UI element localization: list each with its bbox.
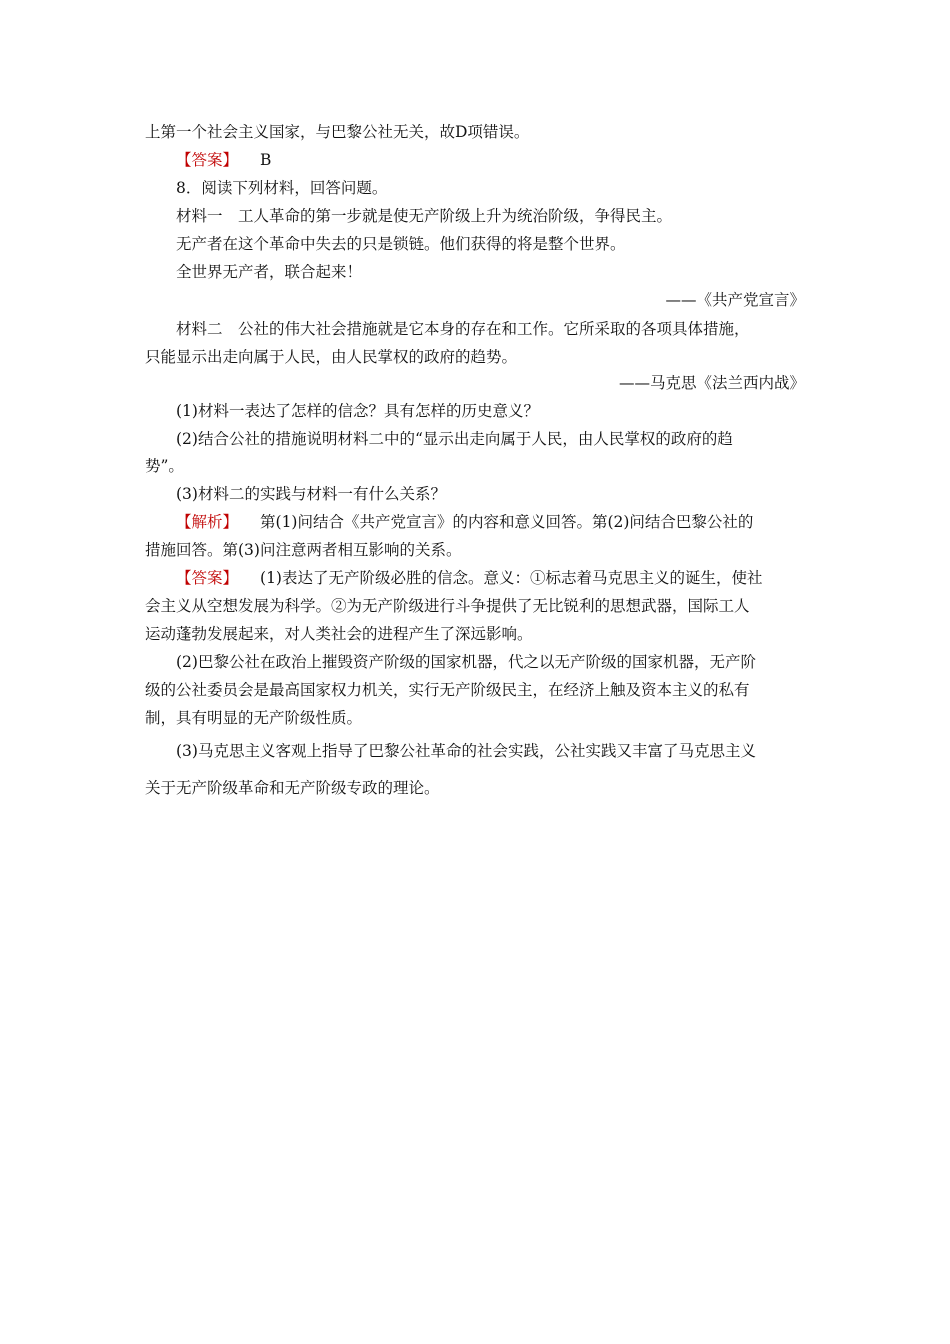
sub-question-3: (3)材料二的实践与材料一有什么关系？ — [176, 485, 446, 503]
answer-part-2-cont: 制，具有明显的无产阶级性质。 — [145, 709, 363, 727]
material-one-source: ——《共产党宣言》 — [665, 291, 805, 309]
answer-text: (1)表达了无产阶级必胜的信念。意义：①标志着马克思主义的诞生，使社 — [260, 569, 763, 587]
answer-tag: 【答案】 — [176, 569, 239, 587]
answer-part-3: (3)马克思主义客观上指导了巴黎公社革命的社会实践，公社实践又丰富了马克思主义 — [176, 742, 756, 760]
sub-question-2: (2)结合公社的措施说明材料二中的“显示出走向属于人民，由人民掌权的政府的趋 — [176, 430, 733, 448]
answer-line-q8 — [176, 567, 805, 589]
answer-value: B — [260, 151, 272, 169]
analysis-tag: 【解析】 — [176, 513, 239, 531]
answer-cont: 运动蓬勃发展起来，对人类社会的进程产生了深远影响。 — [145, 625, 533, 643]
sub-question-2-cont: 势”。 — [145, 457, 184, 475]
material-two-line: 只能显示出走向属于人民，由人民掌权的政府的趋势。 — [145, 348, 518, 366]
analysis-text: 第(1)问结合《共产党宣言》的内容和意义回答。第(2)问结合巴黎公社的 — [260, 513, 754, 531]
prev-answer-text: 上第一个社会主义国家，与巴黎公社无关，故D项错误。 — [145, 123, 530, 141]
answer-part-3-cont: 关于无产阶级革命和无产阶级专政的理论。 — [145, 779, 440, 797]
answer-part-2: (2)巴黎公社在政治上摧毁资产阶级的国家机器，代之以无产阶级的国家机器，无产阶 — [176, 653, 756, 671]
answer-line-q7 — [176, 149, 805, 171]
analysis-line — [176, 511, 805, 533]
question-8-title: 8．阅读下列材料，回答问题。 — [176, 179, 388, 197]
answer-tag: 【答案】 — [176, 151, 239, 169]
material-one-line: 全世界无产者，联合起来！ — [176, 263, 363, 281]
material-one-line: 材料一 工人革命的第一步就是使无产阶级上升为统治阶级，争得民主。 — [176, 207, 673, 225]
material-two-line: 材料二 公社的伟大社会措施就是它本身的存在和工作。它所采取的各项具体措施， — [176, 320, 750, 338]
sub-question-1: (1)材料一表达了怎样的信念？具有怎样的历史意义？ — [176, 402, 539, 420]
material-two-source: ——马克思《法兰西内战》 — [618, 374, 805, 392]
answer-cont: 会主义从空想发展为科学。②为无产阶级进行斗争提供了无比锐利的思想武器，国际工人 — [145, 597, 750, 615]
analysis-cont: 措施回答。第(3)问注意两者相互影响的关系。 — [145, 541, 462, 559]
answer-part-2-cont: 级的公社委员会是最高国家权力机关，实行无产阶级民主，在经济上触及资本主义的私有 — [145, 681, 750, 699]
material-one-line: 无产者在这个革命中失去的只是锁链。他们获得的将是整个世界。 — [176, 235, 626, 253]
